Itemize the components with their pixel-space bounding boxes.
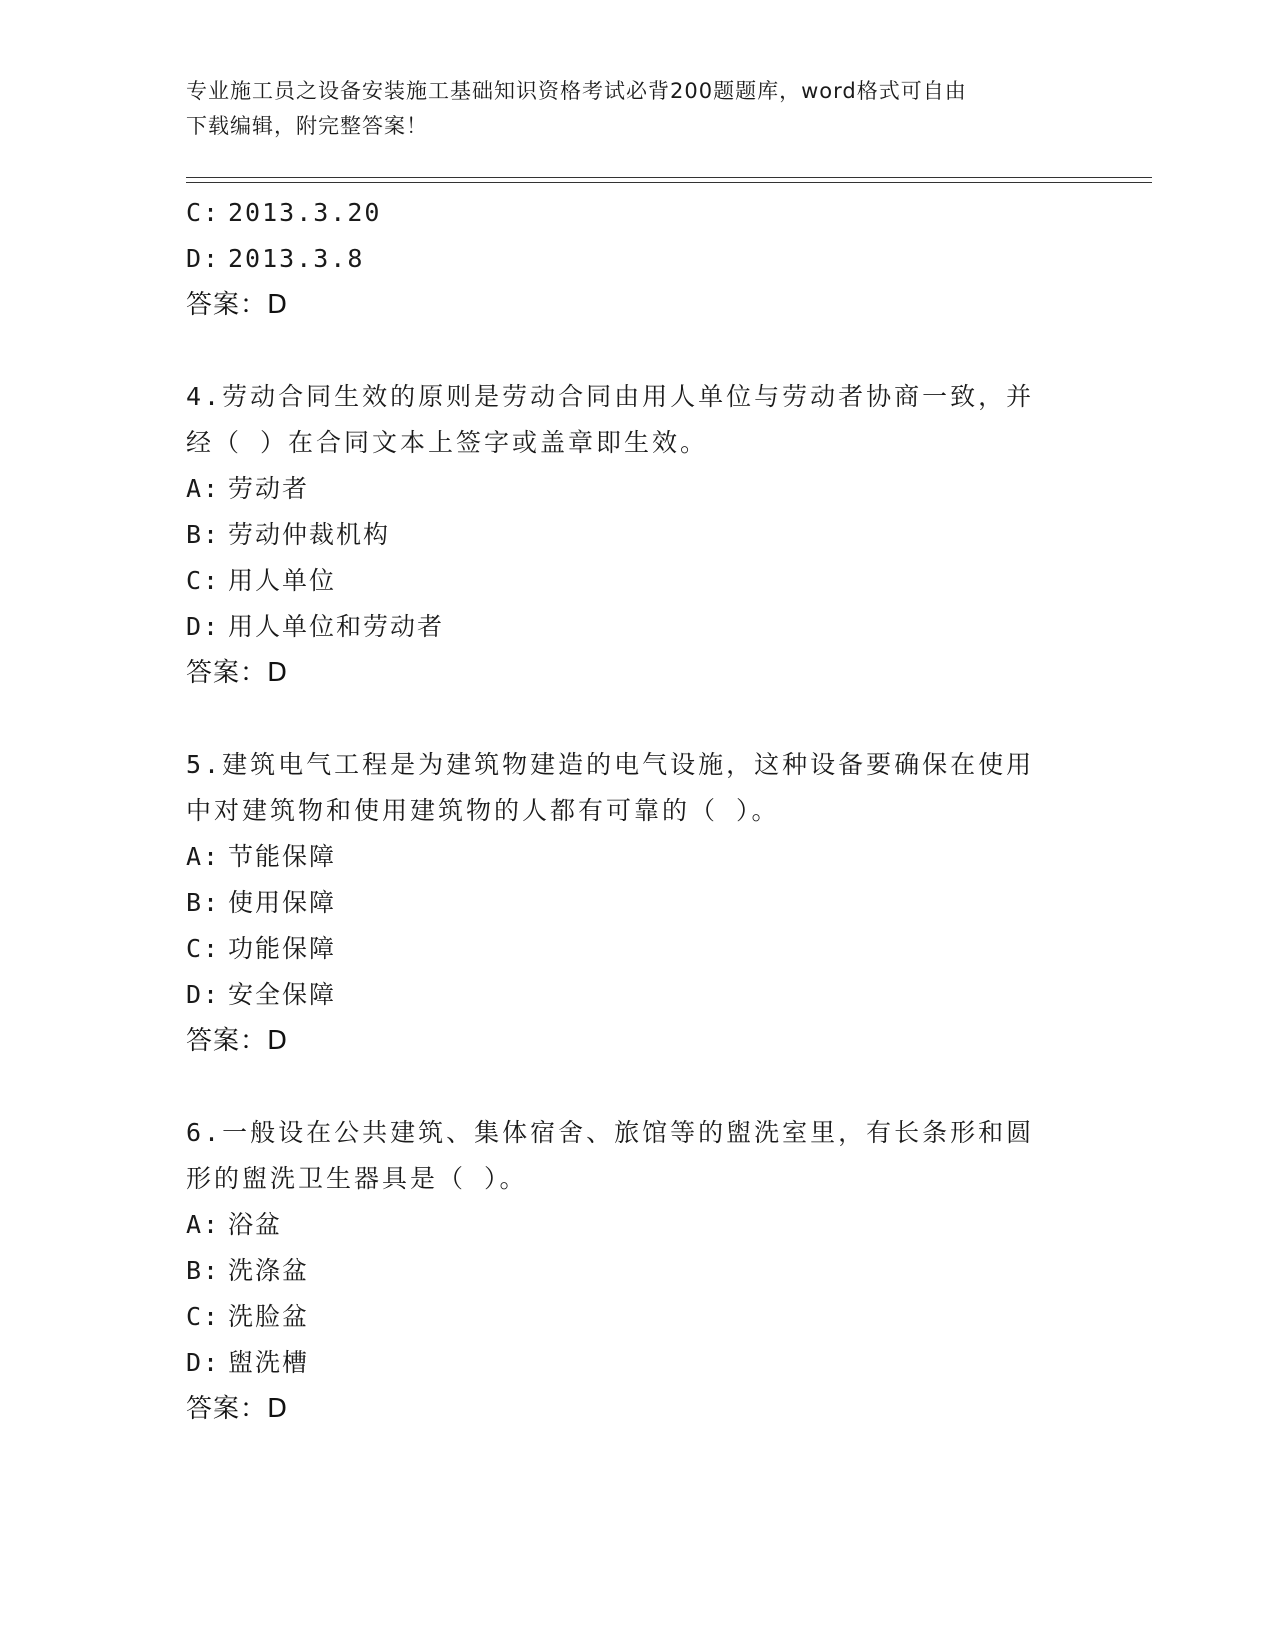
option-c — [186, 190, 1086, 236]
question-6 — [186, 1110, 1086, 1432]
question-4 — [186, 374, 1086, 696]
option-text: 浴盆 — [228, 1210, 283, 1239]
option-c — [186, 926, 1086, 972]
option-d — [186, 1340, 1086, 1386]
question-5 — [186, 742, 1086, 1064]
question-line-2: 形的盥洗卫生器具是（ ）。 — [186, 1164, 528, 1193]
header-line-1: 专业施工员之设备安装施工基础知识资格考试必背200题题库，word格式可自由 — [186, 79, 967, 103]
previous-question-tail — [186, 190, 1086, 328]
header-divider-bottom — [186, 182, 1152, 183]
option-text: 使用保障 — [228, 888, 337, 917]
option-label: C: — [186, 934, 221, 963]
option-label: C: — [186, 1302, 221, 1331]
option-label: D: — [186, 1348, 221, 1377]
option-label: C: — [186, 198, 221, 227]
option-c — [186, 1294, 1086, 1340]
answer-line: 答案：D — [186, 658, 289, 688]
option-d — [186, 604, 1086, 650]
option-label: C: — [186, 566, 221, 595]
option-text: 功能保障 — [228, 934, 337, 963]
option-text: 劳动者 — [228, 474, 310, 503]
question-text — [186, 1110, 1066, 1202]
header-line-2: 下载编辑，附完整答案！ — [186, 114, 428, 138]
option-text: 盥洗槽 — [228, 1348, 310, 1377]
option-text: 洗脸盆 — [228, 1302, 310, 1331]
option-label: D: — [186, 612, 221, 641]
option-a — [186, 466, 1086, 512]
question-line-2: 中对建筑物和使用建筑物的人都有可靠的（ ）。 — [186, 796, 780, 825]
option-d — [186, 972, 1086, 1018]
answer-line: 答案：D — [186, 1026, 289, 1056]
option-text: 2013.3.20 — [228, 198, 382, 227]
option-b — [186, 880, 1086, 926]
question-text — [186, 374, 1066, 466]
option-a — [186, 1202, 1086, 1248]
question-text — [186, 742, 1066, 834]
option-b — [186, 1248, 1086, 1294]
option-d — [186, 236, 1086, 282]
option-label: A: — [186, 1210, 221, 1239]
option-label: B: — [186, 1256, 221, 1285]
question-line-1: 6.一般设在公共建筑、集体宿舍、旅馆等的盥洗室里，有长条形和圆 — [186, 1118, 1035, 1147]
option-label: A: — [186, 474, 221, 503]
answer-line: 答案：D — [186, 290, 289, 320]
option-text: 用人单位和劳动者 — [228, 612, 445, 641]
option-label: D: — [186, 980, 221, 1009]
option-text: 用人单位 — [228, 566, 337, 595]
question-line-1: 5.建筑电气工程是为建筑物建造的电气设施，这种设备要确保在使用 — [186, 750, 1035, 779]
option-text: 节能保障 — [228, 842, 337, 871]
header-divider-top — [186, 177, 1152, 178]
questions-content — [186, 190, 1086, 1432]
option-label: B: — [186, 888, 221, 917]
option-text: 劳动仲裁机构 — [228, 520, 391, 549]
option-c — [186, 558, 1086, 604]
option-label: B: — [186, 520, 221, 549]
answer-line: 答案：D — [186, 1394, 289, 1424]
question-line-1: 4.劳动合同生效的原则是劳动合同由用人单位与劳动者协商一致，并 — [186, 382, 1035, 411]
question-line-2: 经（ ）在合同文本上签字或盖章即生效。 — [186, 428, 709, 457]
option-label: D: — [186, 244, 221, 273]
option-text: 安全保障 — [228, 980, 337, 1009]
option-label: A: — [186, 842, 221, 871]
option-a — [186, 834, 1086, 880]
page-header — [186, 74, 1066, 144]
option-text: 洗涤盆 — [228, 1256, 310, 1285]
option-text: 2013.3.8 — [228, 244, 365, 273]
option-b — [186, 512, 1086, 558]
